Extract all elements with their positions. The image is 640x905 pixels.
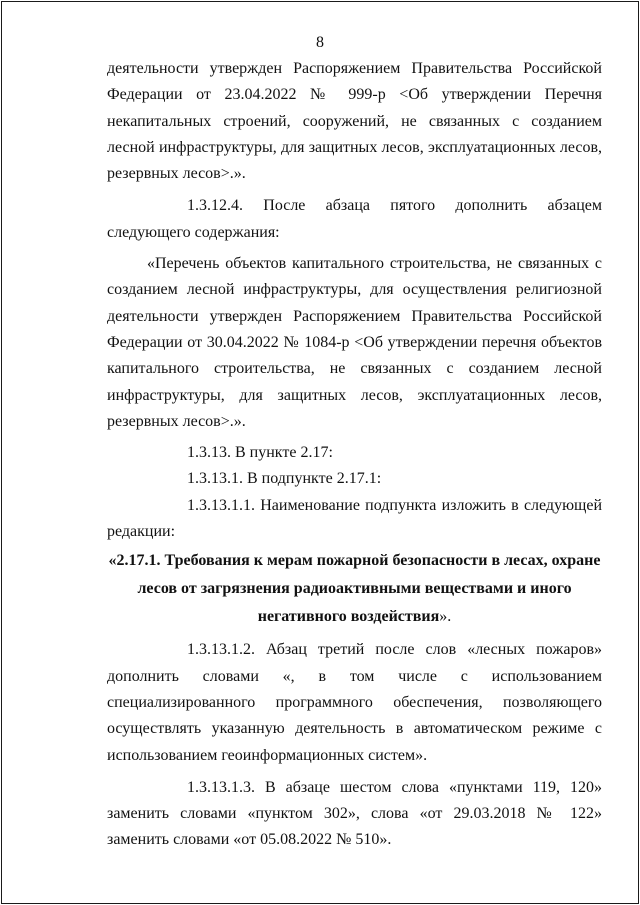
paragraph-1-3-13-1-2 [107, 637, 602, 768]
heading-closing: ». [439, 608, 452, 626]
paragraph-text: деятельности утвержден Распоряжением Правительства Российской Федерации от 23.04.2022 № 999-р <Об утверждении Перечня некапитальных строений, сооружений, не связанных с созданием лесной инфраструктуры, для защитных лесов, эксплуатационных лесов, резервных лесов>.». [107, 60, 602, 183]
paragraph-1-3-13-1 [107, 466, 602, 492]
paragraph-text: «Перечень объектов капитального строительства, не связанных с созданием лесной инфраструктуры, для осуществления религиозной деятельности утвержден Распоряжением Правительства Российской Федерации от 30.04.2022 № 1084-р <Об утверждении перечня объектов капитального строительства, не связанных с созданием лесной инфраструктуры, для защитных лесов, эксплуатационных лесов, резервных лесов>.». [107, 255, 602, 430]
document-body [107, 56, 602, 854]
item-number: 1.3.13.1.2. [187, 641, 255, 659]
quoted-insertion [107, 251, 602, 435]
paragraph-text: После абзаца пятого дополнить абзацем следующего содержания: [107, 197, 602, 241]
paragraph-1-3-13 [107, 440, 602, 466]
page-number: 8 [316, 34, 324, 51]
item-number: 1.3.13. [187, 444, 231, 462]
paragraph-1-3-12-4 [107, 193, 602, 246]
item-number: 1.3.13.1.3. [187, 778, 255, 796]
paragraph-text: Абзац третий после слов «лесных пожаров» дополнить словами «, в том числе с использованием специализированного программного обеспечения, позволяющего осуществлять указанную деятельность в автоматическом режиме с использованием геоинформационных систем». [107, 641, 602, 764]
section-heading-2-17-1 [107, 547, 602, 631]
paragraph-text: В пункте 2.17: [235, 444, 333, 462]
paragraph-text: В абзаце шестом слова «пунктами 119, 120» заменить словами «пунктом 302», слова «от 29.03.2018 № 122» заменить словами «от 05.08.2022 № 510». [107, 778, 603, 849]
item-number: 1.3.13.1. [187, 470, 243, 488]
paragraph-text: В подпункте 2.17.1: [247, 470, 382, 488]
item-number: 1.3.13.1.1. [187, 496, 255, 514]
item-number: 1.3.12.4. [187, 197, 243, 215]
heading-text: «2.17.1. Требования к мерам пожарной безопасности в лесах, охране лесов от загрязнения радиоактивными веществами и иного негативного воздействия [108, 552, 601, 626]
paragraph-continuation [107, 56, 602, 187]
paragraph-1-3-13-1-1 [107, 493, 602, 546]
paragraph-1-3-13-1-3 [107, 775, 602, 854]
paragraph-text: Наименование подпункта изложить в следующей редакции: [107, 496, 603, 541]
